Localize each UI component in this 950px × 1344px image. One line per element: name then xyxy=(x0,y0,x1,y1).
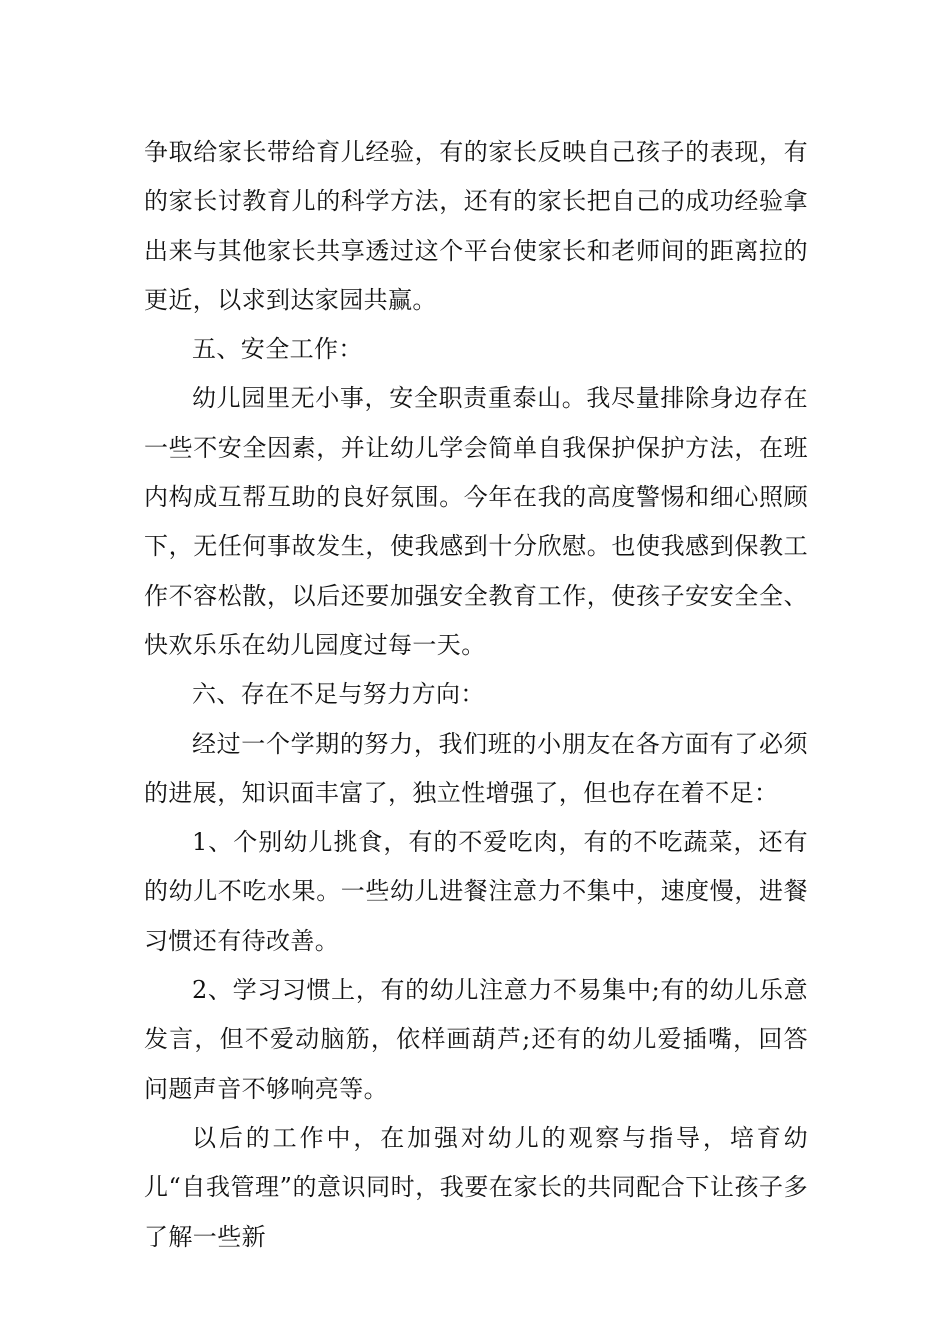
heading-shortcomings-direction: 六、存在不足与努力方向： xyxy=(192,680,485,709)
paragraph-item-2-learning: 2、学习习惯上，有的幼儿注意力不易集中;有的幼儿乐意发言，但不爱动脑筋，依样画葫芦;还有的幼儿爱插嘴，回答问题声音不够响亮等。 xyxy=(144,976,808,1103)
paragraph-future-work: 以后的工作中，在加强对幼儿的观察与指导，培育幼儿“自我管理”的意识同时，我要在家长的共同配合下让孩子多了解一些新 xyxy=(144,1123,808,1251)
paragraph-parent-communication: 争取给家长带给育儿经验，有的家长反映自己孩子的表现，有的家长讨教育儿的科学方法，还有的家长把自己的成功经验拿出来与其他家长共享透过这个平台使家长和老师间的距离拉的更近，以求到达家园共赢。 xyxy=(144,138,808,314)
document-body xyxy=(144,128,808,1262)
paragraph-semester-progress: 经过一个学期的努力，我们班的小朋友在各方面有了必须的进展，知识面丰富了，独立性增强了，但也存在着不足： xyxy=(144,729,808,807)
paragraph-safety-work: 幼儿园里无小事，安全职责重泰山。我尽量排除身边存在一些不安全因素，并让幼儿学会简单自我保护保护方法，在班内构成互帮互助的良好氛围。今年在我的高度警惕和细心照顾下，无任何事故发生，使我感到十分欣慰。也使我感到保教工作不容松散，以后还要加强安全教育工作，使孩子安安全全、快欢乐乐在幼儿园度过每一天。 xyxy=(144,384,808,659)
paragraph-item-1-eating: 1、个别幼儿挑食，有的不爱吃肉，有的不吃蔬菜，还有的幼儿不吃水果。一些幼儿进餐注意力不集中，速度慢，进餐习惯还有待改善。 xyxy=(144,828,808,955)
heading-safety-work: 五、安全工作： xyxy=(192,335,363,364)
